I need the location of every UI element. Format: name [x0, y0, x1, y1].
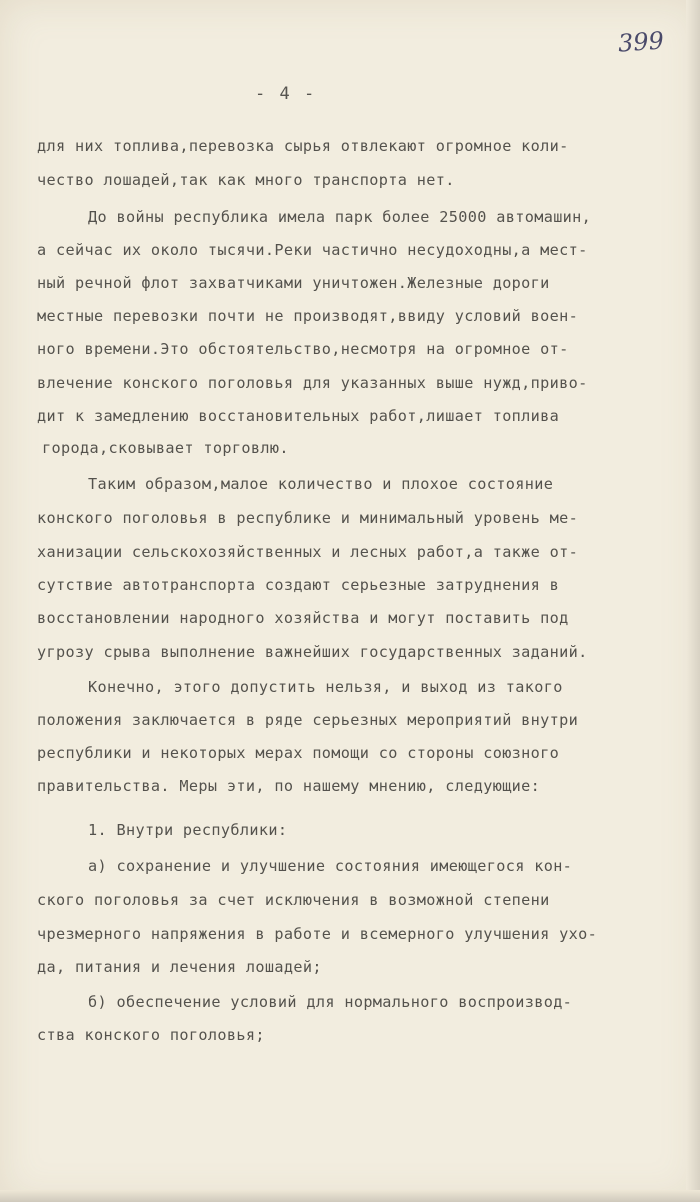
archive-sheet-number: 399	[617, 26, 665, 58]
text-line: да, питания и лечения лошадей;	[37, 958, 322, 976]
text-line: Конечно, этого допустить нельзя, и выход из такого	[88, 678, 563, 696]
text-line: ханизации сельскохозяйственных и лесных работ,а также от-	[37, 543, 579, 561]
paper-edge-right	[686, 0, 700, 1202]
text-line: До войны республика имела парк более 25000 автомашин,	[88, 208, 592, 226]
text-line: правительства. Меры эти, по нашему мнению, следующие:	[37, 777, 541, 795]
text-line: для них топлива,перевозка сырья отвлекают огромное коли-	[37, 137, 569, 155]
text-line: чрезмерного напряжения в работе и всемерного улучшения ухо-	[37, 925, 598, 943]
text-line: влечение конского поголовья для указанных выше нужд,приво-	[37, 374, 588, 392]
text-line: угрозу срыва выполнение важнейших государственных заданий.	[37, 643, 588, 661]
text-line: республики и некоторых мерах помощи со стороны союзного	[37, 744, 560, 762]
text-line: ный речной флот захватчиками уничтожен.Железные дороги	[37, 274, 550, 292]
text-line: чество лошадей,так как много транспорта нет.	[37, 171, 455, 189]
text-line: ного времени.Это обстоятельство,несмотря на огромное от-	[37, 340, 569, 358]
text-line: сутствие автотранспорта создают серьезные затруднения в	[37, 576, 560, 594]
text-line: а) сохранение и улучшение состояния имеющегося кон-	[88, 857, 573, 875]
text-line: ства конского поголовья;	[37, 1026, 265, 1044]
text-line: а сейчас их около тысячи.Реки частично несудоходны,а мест-	[37, 241, 588, 259]
text-line: восстановлении народного хозяйства и могут поставить под	[37, 609, 569, 627]
page-number: - 4 -	[255, 84, 317, 104]
text-line: города,сковывает торговлю.	[42, 439, 289, 457]
paper-edge-bottom	[0, 1190, 700, 1202]
text-line: 1. Внутри республики:	[88, 821, 288, 839]
text-line: Таким образом,малое количество и плохое состояние	[88, 475, 554, 493]
text-line: местные перевозки почти не производят,ввиду условий воен-	[37, 307, 579, 325]
text-line: конского поголовья в республике и минимальный уровень ме-	[37, 509, 579, 527]
text-line: ского поголовья за счет исключения в возможной степени	[37, 891, 550, 909]
text-line: дит к замедлению восстановительных работ,лишает топлива	[37, 407, 560, 425]
text-line: положения заключается в ряде серьезных мероприятий внутри	[37, 711, 579, 729]
text-line: б) обеспечение условий для нормального воспроизвод-	[88, 993, 573, 1011]
